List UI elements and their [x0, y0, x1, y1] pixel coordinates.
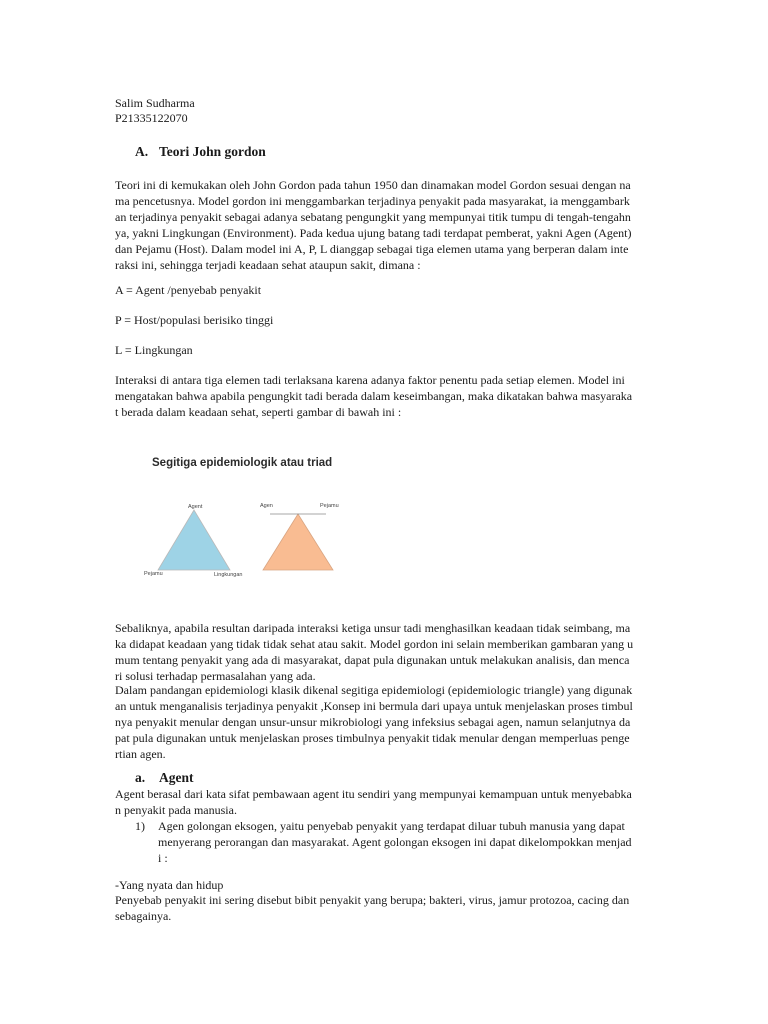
paragraph-line: n penyakit pada manusia. — [115, 803, 237, 817]
label-agent: Agent — [188, 504, 203, 510]
epidemiologic-triad-figure — [130, 452, 460, 592]
paragraph-line: an untuk menganalisis terjadinya penyakit ,Konsep ini bermula dari upaya untuk menjelaskan proses timbul — [115, 699, 633, 713]
paragraph-line: Teori ini di kemukakan oleh John Gordon pada tahun 1950 dan dinamakan model Gordon sesuai dengan na — [115, 178, 631, 192]
paragraph-line: mum tentang penyakit yang ada di masyarakat, dapat pula digunakan untuk melakukan analisis, dan menca — [115, 653, 630, 667]
paragraph-line: ka didapat keadaan yang tidak tidak sehat atau sakit. Model gordon ini selain memberikan gambaran yang u — [115, 637, 634, 651]
paragraph-line: Agent berasal dari kata sifat pembawaan agent itu sendiri yang mempunyai kemampuan untuk menyebabka — [115, 787, 632, 801]
classic-paragraph — [115, 682, 660, 762]
definition-host: P = Host/populasi berisiko tinggi — [115, 313, 274, 327]
intro-paragraph — [115, 177, 660, 273]
paragraph-line: Interaksi di antara tiga elemen tadi terlaksana karena adanya faktor penentu pada setiap elemen. Model ini — [115, 373, 625, 387]
section-heading-a — [135, 144, 266, 160]
paragraph-line: pat pula digunakan untuk menjelaskan proses timbulnya penyakit tidak menular dengan memperluas penge — [115, 731, 630, 745]
paragraph-line: t berada dalam keadaan sehat, seperti gambar di bawah ini : — [115, 405, 402, 419]
paragraph-line: Sebaliknya, apabila resultan daripada interaksi ketiga unsur tadi menghasilkan keadaan tidak seimbang, ma — [115, 621, 631, 635]
paragraph-line: ma pencetusnya. Model gordon ini menggambarkan terjadinya penyakit pada masyarakat, ia menggambark — [115, 194, 630, 208]
living-paragraph — [115, 892, 660, 924]
paragraph-line: dan Pejamu (Host). Dalam model ini A, P, L dianggap sebagai tiga elemen utama yang berperan dalam inte — [115, 242, 629, 256]
balanced-triangle — [158, 510, 230, 570]
paragraph-line: sebagainya. — [115, 909, 172, 923]
paragraph-line: Dalam pandangan epidemiologi klasik dikenal segitiga epidemiologi (epidemiologic triangle) yang digunak — [115, 683, 633, 697]
subsection-title: Agent — [159, 770, 194, 785]
triad-diagram — [130, 452, 460, 592]
definition-agent: A = Agent /penyebab penyakit — [115, 283, 262, 297]
imbalanced-triangle — [263, 514, 333, 570]
list-item-text — [158, 818, 632, 866]
paragraph-line: raksi ini, sehingga terjadi keadaan sehat ataupun sakit, dimana : — [115, 258, 421, 272]
paragraph-line: ri solusi terhadap permasalahan yang ada. — [115, 669, 316, 683]
list-item-number: 1) — [135, 819, 145, 833]
subsection-number: a. — [135, 770, 146, 785]
agent-paragraph — [115, 786, 660, 818]
label-agen: Agen — [260, 503, 273, 509]
label-pejamu-left: Pejamu — [144, 571, 163, 577]
paragraph-line: Penyebab penyakit ini sering disebut bibit penyakit yang berupa; bakteri, virus, jamur protozoa, cacing dan — [115, 893, 630, 907]
paragraph-line: mengatakan bahwa apabila pengungkit tadi berada dalam keseimbangan, maka dikatakan bahwa masyaraka — [115, 389, 633, 403]
interaction-paragraph — [115, 372, 660, 420]
section-heading-agent — [135, 770, 194, 786]
paragraph-line: Agen golongan eksogen, yaitu penyebab penyakit yang terdapat diluar tubuh manusia yang dapat — [158, 819, 625, 833]
paragraph-line: rtian agen. — [115, 747, 166, 761]
section-number: A. — [135, 144, 149, 159]
paragraph-line: nya penyakit menular dengan unsur-unsur mikrobiologi yang infeksius sebagai agen, namun selanjutnya da — [115, 715, 631, 729]
figure-title: Segitiga epidemiologik atau triad — [152, 457, 333, 469]
paragraph-line: ya, yakni Lingkungan (Environment). Pada kedua ujung batang tadi terdapat pemberat, yakni Agen (Agent) — [115, 226, 632, 240]
living-heading: -Yang nyata dan hidup — [115, 878, 224, 892]
contrary-paragraph — [115, 620, 660, 684]
author-name: Salim Sudharma — [115, 96, 195, 110]
section-title: Teori John gordon — [159, 144, 266, 159]
paragraph-line: an terjadinya penyakit sebagai adanya sebatang pengungkit yang mempunyai titik tumpu di tengah-tengahn — [115, 210, 631, 224]
paragraph-line: menyerang perorangan dan masyarakat. Agent golongan eksogen ini dapat dikelompokkan menjad — [158, 835, 632, 849]
label-lingkungan: Lingkungan — [214, 572, 243, 578]
paragraph-line: i : — [158, 851, 168, 865]
label-pejamu-right: Pejamu — [320, 503, 339, 509]
definition-environment: L = Lingkungan — [115, 343, 193, 357]
author-id: P21335122070 — [115, 111, 188, 125]
